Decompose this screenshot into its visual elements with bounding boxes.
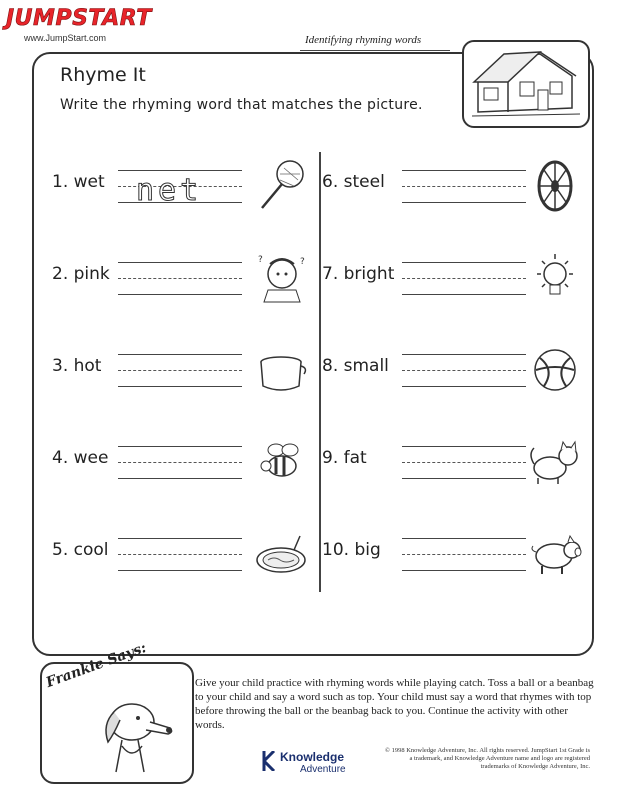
answer-line[interactable] <box>118 462 242 463</box>
svg-text:?: ? <box>300 257 305 267</box>
answer-line[interactable] <box>118 386 242 387</box>
item-label: 5. cool <box>52 540 109 560</box>
answer-line[interactable] <box>118 478 242 479</box>
item-label: 8. small <box>322 356 389 376</box>
answer-line[interactable] <box>402 478 526 479</box>
worksheet-instruction: Write the rhyming word that matches the picture. <box>60 97 423 113</box>
item-label: 3. hot <box>52 356 102 376</box>
pig-icon <box>528 526 582 580</box>
house-icon <box>464 42 588 126</box>
butterfly-net-icon <box>254 158 308 212</box>
item-label: 1. wet <box>52 172 105 192</box>
light-bulb-icon <box>528 250 582 304</box>
item-label: 7. bright <box>322 264 395 284</box>
answer-line[interactable] <box>118 446 242 447</box>
frankie-says-label: Frankie Says: <box>44 639 149 692</box>
answer-line[interactable] <box>402 202 526 203</box>
example-answer: net <box>136 173 203 208</box>
answer-line[interactable] <box>118 278 242 279</box>
answer-line[interactable] <box>118 554 242 555</box>
pool-icon <box>254 526 308 580</box>
wheel-icon <box>528 158 582 212</box>
parent-tip: Give your child practice with rhyming words while playing catch. Toss a ball or a beanbag to your child and say a word such as top. Your child must say a word that rhymes with top before throwing the ball or the beanbag back to you. Continue the activity with other words. <box>195 677 594 731</box>
answer-line[interactable] <box>118 570 242 571</box>
brand-sub: Adventure <box>300 764 346 775</box>
knowledge-adventure-logo-icon <box>262 751 276 775</box>
item-label: 6. steel <box>322 172 385 192</box>
answer-line[interactable] <box>402 354 526 355</box>
answer-line[interactable] <box>402 446 526 447</box>
answer-line[interactable] <box>402 262 526 263</box>
answer-line[interactable] <box>402 186 526 187</box>
item-label: 4. wee <box>52 448 109 468</box>
site-url: www.JumpStart.com <box>24 33 107 43</box>
ball-icon <box>528 342 582 396</box>
worksheet-subject: Identifying rhyming words <box>305 34 422 46</box>
copyright: © 1998 Knowledge Adventure, Inc. All rights reserved. JumpStart 1st Grade is a trademark, and Knowledge Adventure name and logo are registered trademarks of Knowledge Adventure, Inc. <box>385 747 590 770</box>
answer-line[interactable] <box>118 354 242 355</box>
answer-line[interactable] <box>402 294 526 295</box>
answer-line[interactable] <box>402 170 526 171</box>
pot-icon <box>254 342 308 396</box>
jumpstart-logo <box>6 6 152 34</box>
item-label: 9. fat <box>322 448 367 468</box>
answer-line[interactable] <box>118 294 242 295</box>
item-label: 2. pink <box>52 264 110 284</box>
brand-name: Knowledge <box>280 750 345 764</box>
answer-line[interactable] <box>118 538 242 539</box>
answer-line[interactable] <box>118 262 242 263</box>
thinking-boy-icon <box>254 250 308 304</box>
cat-icon <box>528 434 582 488</box>
answer-line[interactable] <box>402 554 526 555</box>
answer-line[interactable] <box>402 538 526 539</box>
answer-line[interactable] <box>118 170 242 171</box>
answer-line[interactable] <box>118 370 242 371</box>
answer-line[interactable] <box>402 462 526 463</box>
svg-text:?: ? <box>258 255 263 265</box>
bee-icon <box>254 434 308 488</box>
item-label: 10. big <box>322 540 381 560</box>
house-illustration <box>462 40 590 128</box>
logo-text: JUMPSTART <box>6 6 152 31</box>
answer-line[interactable] <box>402 570 526 571</box>
header-rule <box>300 50 450 51</box>
column-divider <box>319 152 321 592</box>
answer-line[interactable] <box>402 370 526 371</box>
answer-line[interactable] <box>402 386 526 387</box>
answer-line[interactable] <box>402 278 526 279</box>
worksheet-title: Rhyme It <box>60 64 146 86</box>
